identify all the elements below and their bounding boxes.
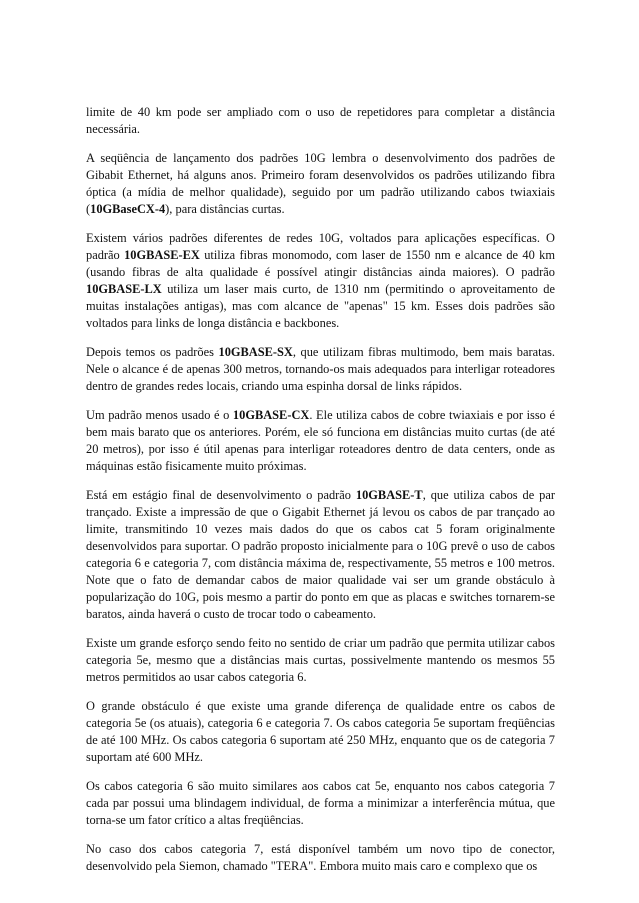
paragraph-7: [86, 698, 555, 766]
text-run: Um padrão menos usado é o: [86, 408, 233, 422]
text-run: Depois temos os padrões: [86, 345, 219, 359]
paragraph-5: [86, 487, 555, 623]
paragraph-4: [86, 407, 555, 475]
text-run: , que utilizam fibras multimodo, bem mais baratas. Nele o alcance é de apenas 300 metros, tornando-os mais adequados para interligar roteadores dentro de grandes redes locais, criando uma espinha dorsal de links rápidos.: [86, 345, 555, 393]
bold-term: 10GBASE-SX: [218, 345, 293, 359]
paragraph-2: [86, 230, 555, 332]
text-run: Os cabos categoria 6 são muito similares aos cabos cat 5e, enquanto nos cabos categoria 7 cada par possui uma blindagem individual, de forma a minimizar a interferência mútua, que torna-se um fator crítico a altas freqüências.: [86, 779, 555, 827]
paragraph-6: [86, 635, 555, 686]
text-run: Existe um grande esforço sendo feito no sentido de criar um padrão que permita utilizar cabos categoria 5e, mesmo que a distâncias mais curtas, possivelmente mantendo os mesmos 55 metros permitidos ao usar cabos categoria 6.: [86, 636, 555, 684]
text-run: Existem vários padrões diferentes de redes 10G, voltados para aplicações específicas. O padrão: [86, 231, 555, 262]
paragraph-8: [86, 778, 555, 829]
paragraph-1: [86, 150, 555, 218]
document-body: [86, 104, 555, 887]
bold-term: 10GBASE-T: [355, 488, 423, 502]
text-run: O grande obstáculo é que existe uma grande diferença de qualidade entre os cabos de categoria 5e (os atuais), categoria 6 e categoria 7. Os cabos categoria 5e suportam freqüências de até 100 MHz. Os cabos categoria 6 suportam até 250 MHz, enquanto que os de categoria 7 suportam até 600 MHz.: [86, 699, 555, 764]
text-run: utiliza fibras monomodo, com laser de 1550 nm e alcance de 40 km (usando fibras de alta qualidade é possível atingir distâncias ainda maiores). O padrão: [86, 248, 556, 279]
bold-term: 10GBASE-CX: [232, 408, 310, 422]
paragraph-0: [86, 104, 555, 138]
bold-term: 10GBASE-LX: [86, 282, 162, 296]
text-run: Está em estágio final de desenvolvimento o padrão: [86, 488, 356, 502]
text-run: No caso dos cabos categoria 7, está disponível também um novo tipo de conector, desenvolvido pela Siemon, chamado "TERA". Embora muito mais caro e complexo que os: [86, 842, 555, 873]
bold-term: 10GBASE-EX: [124, 248, 200, 262]
text-run: ), para distâncias curtas.: [165, 202, 285, 216]
paragraph-9: [86, 841, 555, 875]
paragraph-3: [86, 344, 555, 395]
text-run: . Ele utiliza cabos de cobre twiaxiais e por isso é bem mais barato que os anteriores. Porém, ele só funciona em distâncias muito curtas (de até 20 metros), por isso é útil apenas para interligar roteadores dentro de data centers, onde as máquinas estão fisicamente muito próximas.: [86, 408, 555, 473]
bold-term: 10GBaseCX-4: [90, 202, 166, 216]
text-run: limite de 40 km pode ser ampliado com o uso de repetidores para completar a distância necessária.: [86, 105, 555, 136]
text-run: , que utiliza cabos de par trançado. Existe a impressão de que o Gigabit Ethernet já levou os cabos de par trançado ao limite, transmitindo 10 vezes mais dados do que os cabos cat 5 foram originalmente desenvolvidos para suportar. O padrão proposto inicialmente para o 10G prevê o uso de cabos categoria 6 e categoria 7, com distância máxima de, respectivamente, 55 metros e 100 metros. Note que o fato de demandar cabos de maior qualidade vai ser um grande obstáculo à popularização do 10G, pois mesmo a partir do ponto em que as placas e switches tornarem-se baratos, ainda haverá o custo de trocar todo o cabeamento.: [86, 488, 555, 621]
text-run: utiliza um laser mais curto, de 1310 nm (permitindo o aproveitamento de muitas instalações antigas), mas com alcance de "apenas" 15 km. Esses dois padrões são voltados para links de longa distância e backbones.: [86, 282, 555, 330]
text-run: A seqüência de lançamento dos padrões 10G lembra o desenvolvimento dos padrões de Gibabit Ethernet, há alguns anos. Primeiro foram desenvolvidos os padrões utilizando fibra óptica (a mídia de melhor qualidade), seguido por um padrão utilizando cabos twiaxiais (: [86, 151, 555, 216]
